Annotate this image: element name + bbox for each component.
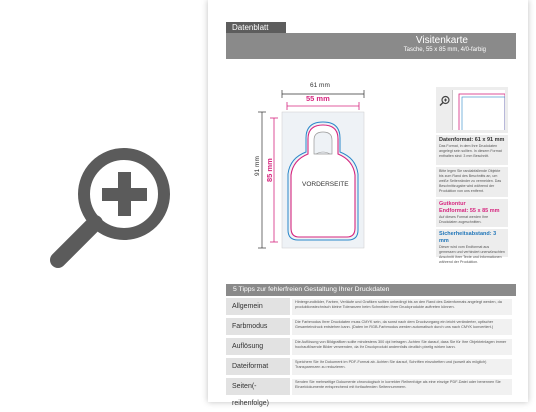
zoom-in-icon[interactable] <box>439 95 451 107</box>
bleed-note-block <box>436 167 508 197</box>
product-subtitle: Tasche, 55 x 85 mm, 4/0-farbig <box>403 47 486 53</box>
data-format-block <box>436 135 508 165</box>
data-format-heading: Datenformat: 61 x 91 mm <box>439 137 505 143</box>
spec-preview <box>436 87 508 133</box>
tips-heading: 5 Tipps zur fehlerfreien Gestaltung Ihrer Druckdaten <box>226 284 516 296</box>
end-format-text: Auf dieses Format werden Ihre Druckdaten zugeschnitten. <box>439 215 489 224</box>
front-side-label: VORDERSEITE <box>302 181 349 188</box>
width-outer-label: 61 mm <box>310 82 330 89</box>
tip-label: Farbmodus <box>226 318 290 335</box>
data-format-text: Das Format, in dem Ihre Druckdaten angelegt sein sollten. In diesem Format enthalten sind: 3 mm Beschnitt. <box>439 144 502 158</box>
tip-text: Die Farbmodus Ihrer Druckdaten muss CMYK sein, da sonst nach dem Druckvorgang ein leicht veränderter, optischer Gesamteindruck entstehen kann. (Daten im RGB-Farbmodus werden automatisch durch uns nach CMYK konvertiert.) <box>292 319 512 335</box>
tip-text: Speichern Sie Ihr Dokument im PDF-Format ab. Achten Sie darauf, Schriften einzubetten und (soweit als möglich) Transparenzen zu reduzieren. <box>292 359 512 375</box>
table-row <box>226 338 516 356</box>
end-format-heading: Endformat: 55 x 85 mm <box>439 208 500 214</box>
safety-margin-heading: Sicherheitsabstand: 3 mm <box>439 231 497 244</box>
cut-contour-heading: Gutkontur <box>439 201 466 207</box>
header-bar <box>226 33 516 59</box>
height-inner-label: 85 mm <box>265 158 274 182</box>
datasheet-tab: Datenblatt <box>226 22 286 33</box>
spec-panel <box>436 87 508 264</box>
tip-label: Dateiformat <box>226 358 290 375</box>
width-inner-label: 55 mm <box>306 94 330 103</box>
table-row <box>226 318 516 336</box>
tip-label: Allgemein <box>226 298 290 315</box>
tip-text: Senden Sie mehrseitige Dokumente chronologisch in korrekter Reihenfolge als eine einzige PDF-Datei oder benennen Sie Einzeldokumente entsprechend mit fortlaufenden Seitennummern. <box>292 379 512 395</box>
zoom-in-icon[interactable] <box>40 118 200 278</box>
end-format-block <box>436 199 508 227</box>
tip-label: Seiten(-reihenfolge) <box>226 378 290 395</box>
datasheet-page[interactable] <box>208 0 528 407</box>
safety-margin-block <box>436 229 508 264</box>
tip-text: Hintergrundbilder, Farben, Verläufe und Grafiken sollten unbedingt bis an den Rand des Datenformats angelegt werden, da produktionstechnisch kleine Toleranzen beim Schneiden Ihrer Druckprodukte auftreten können. <box>292 299 512 315</box>
table-row <box>226 378 516 407</box>
tip-text: Die Auflösung von Bildgrafiken sollte mindestens 300 dpi betragen. Achten Sie darauf, dass Sie für Ihre Objekteinlagen immer hochauflösende Bilder verwenden, da Ihr Druckprodukt andernfalls deutlich pixelig wirken kann. <box>292 339 512 355</box>
bleed-note-text: Bitte legen Sie randabfallende Objekte bis zum Rand des Beschnitts an, um weiße Seitenränder zu vermeiden. Das Beschnittzugabe wird während der Produktion von uns entfernt. <box>439 169 502 193</box>
table-row <box>226 298 516 316</box>
product-title: Visitenkarte <box>415 35 468 46</box>
tip-label: Auflösung <box>226 338 290 355</box>
safety-margin-text: Dieser wird vom Endformat aus gemessen und verhindert unerwünschten Anschnitt Ihrer Texte und Informationen während der Produktion. <box>439 245 505 264</box>
height-outer-label: 91 mm <box>254 156 261 176</box>
table-row <box>226 358 516 376</box>
